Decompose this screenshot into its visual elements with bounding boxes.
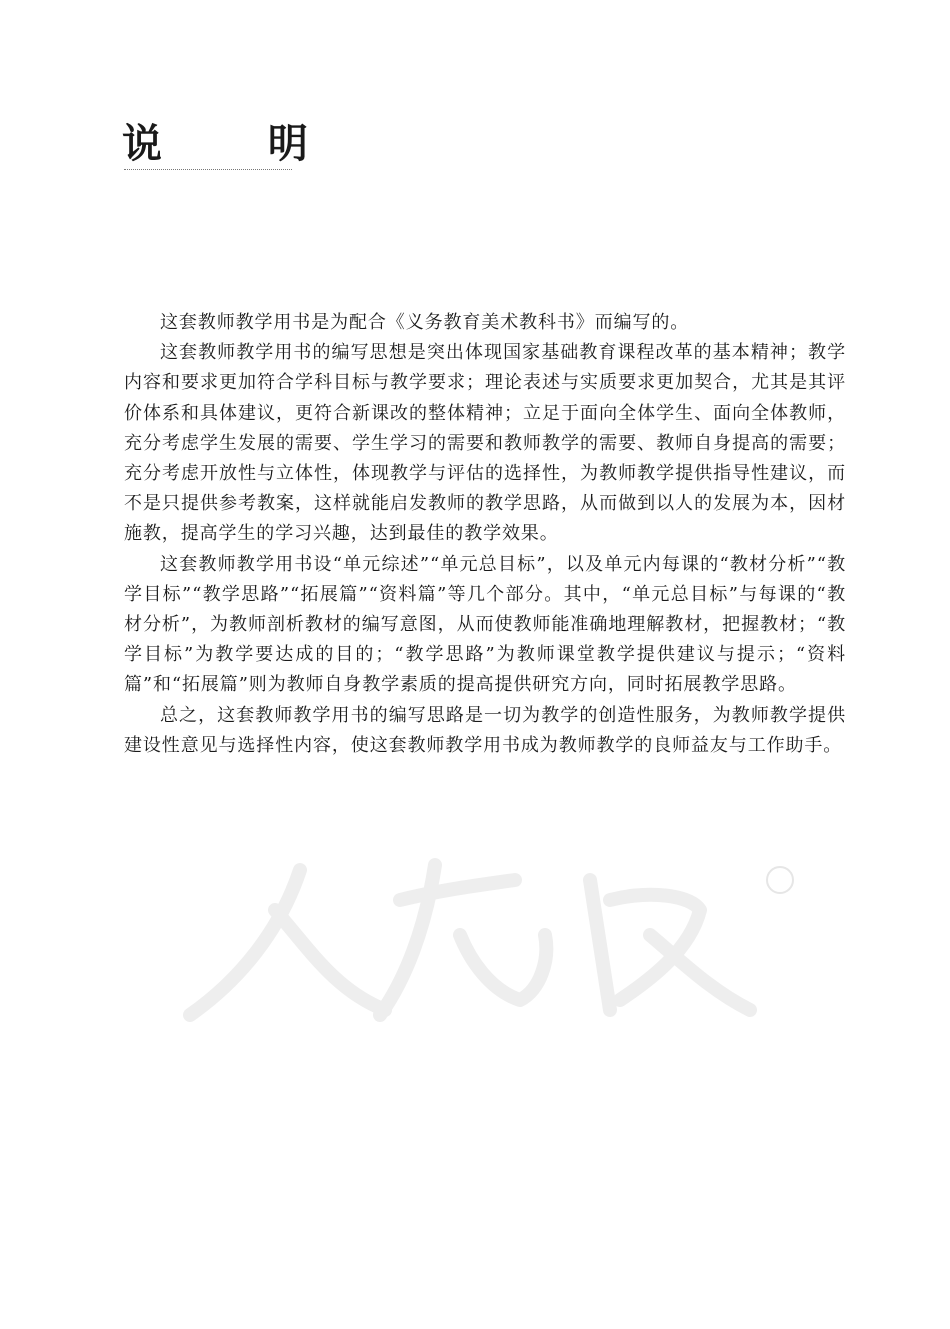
page-title: 说 明 (122, 120, 354, 167)
title-dotted-rule (124, 169, 292, 170)
publisher-watermark-logo (170, 840, 810, 1030)
paragraph-1: 这套教师教学用书是为配合《义务教育美术教科书》而编写的。 (160, 312, 690, 333)
description-body (124, 308, 846, 761)
paragraph-3: 这套教师教学用书设“单元综述”“单元总目标”，以及单元内每课的“教材分析”“教学目标”“教学思路”“拓展篇”“资料篇”等几个部分。其中，“单元总目标”与每课的“教材分析”，为教师剖析教材的编写意图，从而使教师能准确地理解教材，把握教材；“教学目标”为教学要达成的目的；“教学思路”为教师课堂教学提供建议与提示；“资料篇”和“拓展篇”则为教师自身教学素质的提高提供研究方向，同时拓展教学思路。 (124, 553, 846, 696)
paragraph-4: 总之，这套教师教学用书的编写思路是一切为教学的创造性服务，为教师教学提供建设性意见与选择性内容，使这套教师教学用书成为教师教学的良师益友与工作助手。 (124, 704, 846, 756)
paragraph-2: 这套教师教学用书的编写思想是突出体现国家基础教育课程改革的基本精神；教学内容和要求更加符合学科目标与教学要求；理论表述与实质要求更加契合，尤其是其评价体系和具体建议，更符合新课改的整体精神；立足于面向全体学生、面向全体教师，充分考虑学生发展的需要、学生学习的需要和教师教学的需要、教师自身提高的需要；充分考虑开放性与立体性，体现教学与评估的选择性，为教师教学提供指导性建议，而不是只提供参考教案，这样就能启发教师的教学思路，从而做到以人的发展为本，因材施教，提高学生的学习兴趣，达到最佳的教学效果。 (124, 342, 846, 545)
